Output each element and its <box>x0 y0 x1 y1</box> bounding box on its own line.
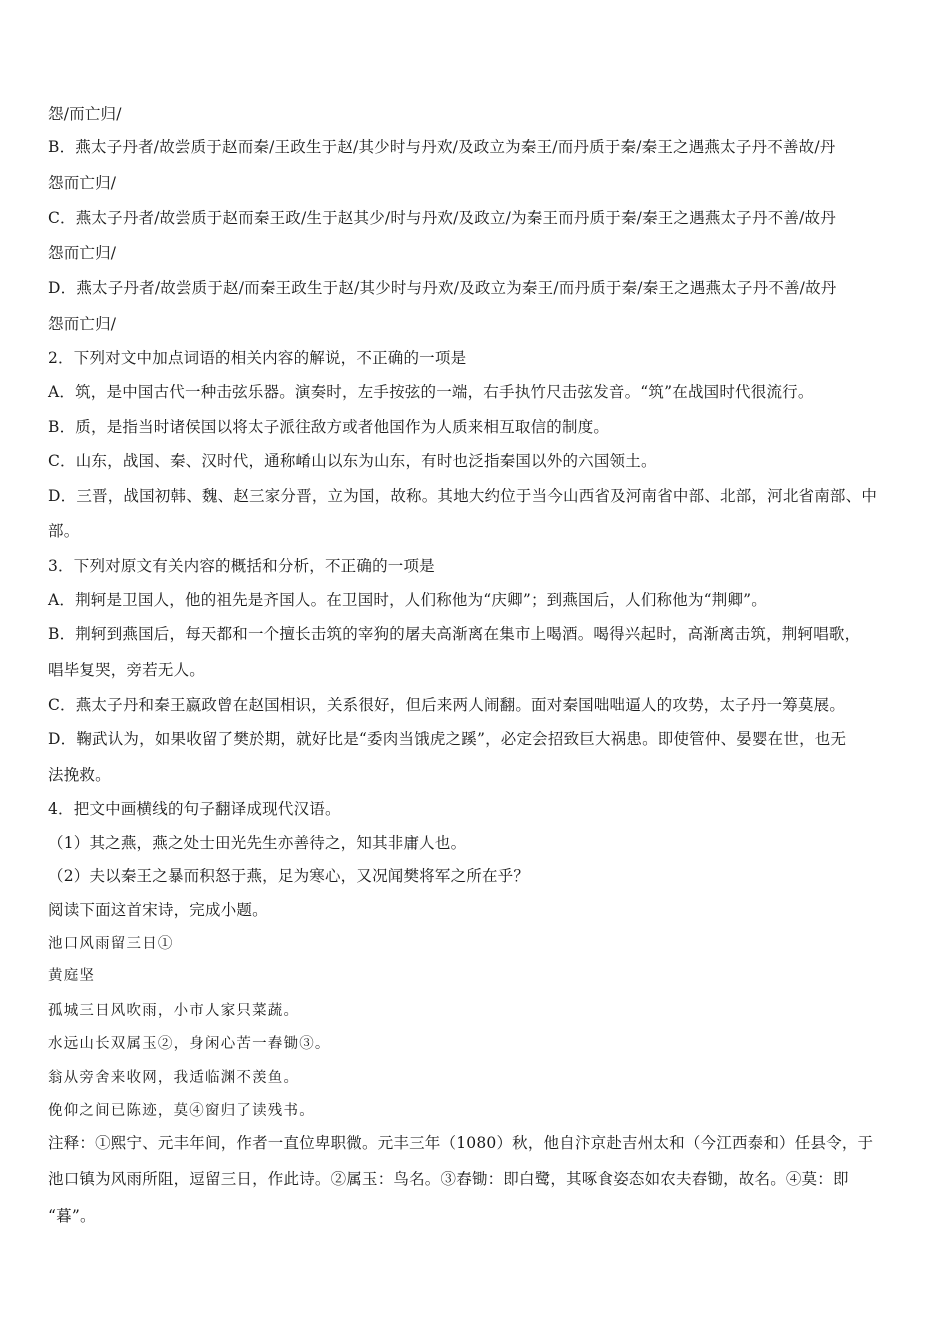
q3-option-d-line2: 法挽救。 <box>48 766 111 784</box>
q1-option-b-line1: B．燕太子丹者/故尝质于赵而秦/王政生于赵/其少时与丹欢/及政立为秦王/而丹质于秦/秦王之遇燕太子丹不善故/丹 <box>48 138 836 156</box>
q2-option-d-line2: 部。 <box>48 522 80 540</box>
q1-option-a-tail: 怨/而亡归/ <box>48 105 122 123</box>
poem-note-line-3: “暮”。 <box>48 1207 96 1225</box>
poem-line-2: 水远山长双属玉②，身闲心苦一舂锄③。 <box>48 1036 331 1052</box>
q2-option-b: B．质，是指当时诸侯国以将太子派往敌方或者他国作为人质来相互取信的制度。 <box>48 418 610 436</box>
q1-option-d-line1: D．燕太子丹者/故尝质于赵/而秦王政生于赵/其少时与丹欢/及政立为秦王/而丹质于秦/秦王之遇燕太子丹不善/故丹 <box>48 279 837 297</box>
q3-option-a: A．荆轲是卫国人，他的祖先是齐国人。在卫国时，人们称他为“庆卿”；到燕国后，人们称他为“荆卿”。 <box>48 591 767 609</box>
poem-line-1: 孤城三日风吹雨，小市人家只菜蔬。 <box>48 1003 300 1019</box>
poem-title: 池口风雨留三日① <box>48 936 174 952</box>
q2-option-c: C．山东，战国、秦、汉时代，通称崤山以东为山东，有时也泛指秦国以外的六国领土。 <box>48 452 657 470</box>
q2-stem: 2．下列对文中加点词语的相关内容的解说，不正确的一项是 <box>48 349 467 367</box>
q3-option-b-line1: B．荆轲到燕国后，每天都和一个擅长击筑的宰狗的屠夫高渐离在集市上喝酒。喝得兴起时，高渐离击筑，荆轲唱歌， <box>48 625 861 643</box>
poem-note-line-2: 池口镇为风雨所阻，逗留三日，作此诗。②属玉：鸟名。③舂锄：即白鹭，其啄食姿态如农夫舂锄，故名。④莫：即 <box>48 1170 849 1188</box>
q2-option-a: A．筑，是中国古代一种击弦乐器。演奏时，左手按弦的一端，右手执竹尺击弦发音。“筑”在战国时代很流行。 <box>48 383 814 401</box>
poem-line-3: 翁从旁舍来收网，我适临渊不羡鱼。 <box>48 1070 300 1086</box>
q3-stem: 3．下列对原文有关内容的概括和分析，不正确的一项是 <box>48 557 435 575</box>
q1-option-c-line1: C．燕太子丹者/故尝质于赵而秦王政/生于赵其少/时与丹欢/及政立/为秦王而丹质于秦/秦王之遇燕太子丹不善/故丹 <box>48 209 836 227</box>
poem-author: 黄庭坚 <box>48 968 96 984</box>
q4-item-1: （1）其之燕，燕之处士田光先生亦善待之，知其非庸人也。 <box>48 834 467 852</box>
q4-stem: 4．把文中画横线的句子翻译成现代汉语。 <box>48 800 341 818</box>
q1-option-d-line2: 怨而亡归/ <box>48 315 117 333</box>
q3-option-d-line1: D．鞠武认为，如果收留了樊於期，就好比是“委肉当饿虎之蹊”，必定会招致巨大祸患。即使管仲、晏婴在世，也无 <box>48 730 847 748</box>
poem-intro: 阅读下面这首宋诗，完成小题。 <box>48 901 268 919</box>
q3-option-b-line2: 唱毕复哭，旁若无人。 <box>48 661 206 679</box>
poem-line-4: 俛仰之间已陈迹，莫④窗归了读残书。 <box>48 1103 315 1119</box>
poem-note-line-1: 注释：①熙宁、元丰年间，作者一直位卑职微。元丰三年（1080）秋，他自汴京赴吉州太和（今江西泰和）任县令，于 <box>48 1134 874 1152</box>
q1-option-c-line2: 怨而亡归/ <box>48 244 117 262</box>
q1-option-b-line2: 怨而亡归/ <box>48 174 117 192</box>
q3-option-c: C．燕太子丹和秦王嬴政曾在赵国相识，关系很好，但后来两人闹翻。面对秦国咄咄逼人的攻势，太子丹一筹莫展。 <box>48 696 846 714</box>
q4-item-2: （2）夫以秦王之暴而积怒于燕，足为寒心，又况闻樊将军之所在乎？ <box>48 867 530 885</box>
q2-option-d-line1: D．三晋，战国初韩、魏、赵三家分晋，立为国，故称。其地大约位于当今山西省及河南省中部、北部，河北省南部、中 <box>48 487 878 505</box>
